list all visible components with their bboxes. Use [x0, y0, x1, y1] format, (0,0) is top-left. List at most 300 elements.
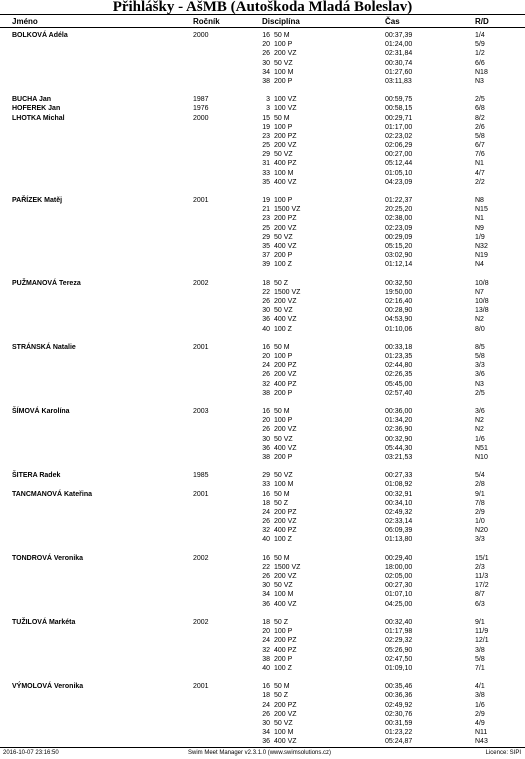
event-discipline: 100 P: [274, 197, 293, 205]
event-discipline: 1500 VZ: [274, 563, 301, 571]
heat-lane: 5/8: [475, 132, 485, 140]
spacer: [0, 462, 525, 471]
event-row: [0, 407, 525, 416]
entry-time: 02:33,14: [385, 518, 413, 526]
event-row: [0, 224, 525, 233]
heat-lane: N9: [475, 224, 484, 232]
entry-time: 00:29,71: [385, 114, 413, 122]
event-discipline: 100 M: [274, 68, 294, 76]
event-row: [0, 95, 525, 104]
event-discipline: 50 M: [274, 490, 290, 498]
spacer: [0, 398, 525, 407]
event-discipline: 200 P: [274, 389, 293, 397]
event-discipline: 400 PZ: [274, 380, 297, 388]
heat-lane: 8/5: [475, 343, 485, 351]
event-discipline: 200 PZ: [274, 508, 297, 516]
event-row: [0, 444, 525, 453]
swimmer-name: TUŽILOVÁ Markéta: [12, 619, 76, 626]
event-discipline: 200 PZ: [274, 215, 297, 223]
event-number: 26: [262, 710, 270, 718]
entries-list: [0, 31, 525, 746]
heat-lane: 8/7: [475, 591, 485, 599]
event-row: [0, 297, 525, 306]
event-row: [0, 104, 525, 113]
event-discipline: 200 P: [274, 252, 293, 260]
event-discipline: 100 P: [274, 417, 293, 425]
entry-time: 00:34,10: [385, 499, 413, 507]
page-title: Přihlášky - AšMB (Autoškoda Mladá Boleslav): [112, 0, 413, 15]
heat-lane: 7/6: [475, 151, 485, 159]
event-discipline: 200 VZ: [274, 573, 297, 581]
birth-year: 1987: [193, 96, 209, 104]
event-row: [0, 178, 525, 187]
event-row: [0, 508, 525, 517]
event-number: 16: [262, 554, 270, 562]
swimmer-name: ŠÍMOVÁ Karolína: [12, 408, 70, 416]
event-discipline: 100 Z: [274, 536, 292, 544]
heat-lane: 5/8: [475, 655, 485, 663]
event-row: [0, 123, 525, 132]
entry-time: 02:16,40: [385, 297, 413, 305]
heat-lane: 2/5: [475, 389, 485, 397]
entry-time: 18:00,00: [385, 563, 413, 571]
heat-lane: 13/8: [475, 307, 489, 315]
heat-lane: N2: [475, 426, 484, 434]
entry-time: 00:31,59: [385, 719, 413, 727]
heat-lane: 2/2: [475, 178, 485, 186]
entry-time: 01:34,20: [385, 417, 413, 425]
entry-time: 02:57,40: [385, 389, 413, 397]
event-discipline: 100 VZ: [274, 105, 297, 113]
event-number: 36: [262, 600, 270, 608]
heat-lane: 5/9: [475, 41, 485, 49]
entry-time: 01:27,60: [385, 68, 413, 76]
event-row: [0, 425, 525, 434]
event-row: [0, 655, 525, 664]
event-discipline: 50 VZ: [274, 307, 293, 315]
event-number: 16: [262, 683, 270, 691]
heat-lane: N4: [475, 261, 484, 269]
event-discipline: 100 P: [274, 41, 293, 49]
entry-time: 01:08,92: [385, 481, 413, 489]
event-row: [0, 389, 525, 398]
event-discipline: 200 PZ: [274, 701, 297, 709]
event-row: [0, 618, 525, 627]
entry-time: 02:06,29: [385, 142, 413, 150]
heat-lane: N2: [475, 316, 484, 324]
event-discipline: 100 M: [274, 729, 294, 737]
spacer: [0, 545, 525, 554]
event-number: 25: [262, 224, 270, 232]
event-row: [0, 352, 525, 361]
event-discipline: 400 PZ: [274, 160, 297, 168]
birth-year: 2003: [193, 408, 209, 416]
event-row: [0, 49, 525, 58]
event-discipline: 200 VZ: [274, 297, 297, 305]
event-number: 38: [262, 453, 270, 461]
event-row: [0, 453, 525, 462]
heat-lane: 15/1: [475, 554, 489, 562]
event-row: [0, 710, 525, 719]
heat-lane: 4/1: [475, 683, 485, 691]
event-row: [0, 691, 525, 700]
heat-lane: 6/8: [475, 105, 485, 113]
event-row: [0, 581, 525, 590]
event-row: [0, 682, 525, 691]
event-number: 16: [262, 343, 270, 351]
entry-time: 19:50,00: [385, 288, 413, 296]
event-row: [0, 499, 525, 508]
event-row: [0, 737, 525, 746]
event-row: [0, 728, 525, 737]
event-row: [0, 159, 525, 168]
heat-lane: 5/8: [475, 353, 485, 361]
event-row: [0, 315, 525, 324]
entry-time: 02:49,32: [385, 508, 413, 516]
heat-lane: 9/1: [475, 619, 485, 626]
heat-lane: N20: [475, 527, 488, 535]
heat-lane: 2/5: [475, 96, 485, 104]
event-number: 16: [262, 32, 270, 39]
event-row: [0, 141, 525, 150]
event-discipline: 50 VZ: [274, 59, 293, 67]
event-discipline: 400 VZ: [274, 600, 297, 608]
heat-lane: 1/0: [475, 518, 485, 526]
heat-lane: 5/4: [475, 472, 485, 480]
event-row: [0, 554, 525, 563]
event-discipline: 200 VZ: [274, 50, 297, 58]
entry-time: 02:38,00: [385, 215, 413, 223]
heat-lane: 1/4: [475, 32, 485, 39]
event-number: 26: [262, 50, 270, 58]
birth-year: 2000: [193, 32, 209, 39]
event-number: 3: [266, 96, 270, 104]
event-discipline: 100 Z: [274, 325, 292, 333]
event-row: [0, 196, 525, 205]
event-discipline: 50 Z: [274, 619, 289, 626]
heat-lane: N3: [475, 77, 484, 85]
event-number: 22: [262, 288, 270, 296]
entry-time: 00:32,91: [385, 490, 413, 498]
event-number: 20: [262, 628, 270, 636]
heat-lane: N1: [475, 160, 484, 168]
event-row: [0, 526, 525, 535]
entry-time: 00:36,36: [385, 692, 413, 700]
birth-year: 2001: [193, 490, 209, 498]
table-header: [0, 14, 525, 28]
entry-time: 00:33,18: [385, 343, 413, 351]
swimmer-block: [0, 279, 525, 343]
event-number: 39: [262, 261, 270, 269]
event-number: 18: [262, 499, 270, 507]
event-discipline: 200 VZ: [274, 518, 297, 526]
event-number: 33: [262, 169, 270, 177]
swimmer-block: [0, 618, 525, 682]
event-number: 26: [262, 426, 270, 434]
entry-time: 02:30,76: [385, 710, 413, 718]
heat-lane: 2/9: [475, 508, 485, 516]
event-discipline: 200 VZ: [274, 224, 297, 232]
event-row: [0, 590, 525, 599]
event-number: 19: [262, 123, 270, 131]
event-number: 18: [262, 279, 270, 287]
heat-lane: 3/3: [475, 536, 485, 544]
heat-lane: N43: [475, 738, 488, 746]
event-row: [0, 114, 525, 123]
event-number: 19: [262, 197, 270, 205]
swimmer-block: [0, 95, 525, 104]
event-number: 16: [262, 490, 270, 498]
entry-time: 00:58,15: [385, 105, 413, 113]
event-number: 30: [262, 59, 270, 67]
event-number: 34: [262, 591, 270, 599]
entry-time: 02:23,02: [385, 132, 413, 140]
event-number: 34: [262, 68, 270, 76]
entry-time: 00:27,00: [385, 151, 413, 159]
event-discipline: 50 M: [274, 683, 290, 691]
entry-time: 02:36,90: [385, 426, 413, 434]
event-discipline: 100 M: [274, 169, 294, 177]
swimmer-name: BUCHA Jan: [12, 96, 52, 104]
event-number: 26: [262, 371, 270, 379]
event-row: [0, 535, 525, 544]
birth-year: 2001: [193, 343, 209, 351]
heat-lane: 10/8: [475, 297, 489, 305]
entry-time: 03:21,53: [385, 453, 413, 461]
event-number: 29: [262, 151, 270, 159]
heat-lane: N11: [475, 729, 488, 737]
event-number: 29: [262, 472, 270, 480]
event-row: [0, 279, 525, 288]
heat-lane: 6/6: [475, 59, 485, 67]
event-row: [0, 370, 525, 379]
col-discipline-header: Disciplína: [262, 17, 300, 26]
heat-lane: N32: [475, 242, 488, 250]
heat-lane: 4/9: [475, 719, 485, 727]
event-discipline: 50 Z: [274, 499, 289, 507]
spacer: [0, 673, 525, 682]
heat-lane: 3/8: [475, 646, 485, 654]
event-number: 20: [262, 353, 270, 361]
heat-lane: 2/9: [475, 710, 485, 718]
event-number: 24: [262, 362, 270, 370]
col-time-header: Čas: [385, 17, 400, 26]
entry-time: 01:07,10: [385, 591, 413, 599]
event-row: [0, 251, 525, 260]
event-discipline: 400 VZ: [274, 316, 297, 324]
entry-time: 01:10,06: [385, 325, 413, 333]
swimmer-block: [0, 114, 525, 197]
heat-lane: 3/3: [475, 362, 485, 370]
entry-time: 05:44,30: [385, 444, 413, 452]
entry-time: 02:49,92: [385, 701, 413, 709]
birth-year: 2002: [193, 619, 209, 626]
event-row: [0, 214, 525, 223]
birth-year: 2001: [193, 683, 209, 691]
event-discipline: 50 M: [274, 554, 290, 562]
event-row: [0, 627, 525, 636]
event-row: [0, 59, 525, 68]
event-discipline: 200 P: [274, 655, 293, 663]
col-year-header: Ročník: [193, 17, 220, 26]
event-number: 26: [262, 518, 270, 526]
event-discipline: 50 Z: [274, 279, 289, 287]
event-number: 33: [262, 481, 270, 489]
event-number: 18: [262, 692, 270, 700]
swimmer-name: VÝMOLOVÁ Veronika: [12, 683, 84, 691]
event-number: 38: [262, 77, 270, 85]
event-discipline: 200 VZ: [274, 710, 297, 718]
event-discipline: 100 M: [274, 481, 294, 489]
event-row: [0, 77, 525, 86]
entry-time: 01:22,37: [385, 197, 413, 205]
event-row: [0, 480, 525, 489]
heat-lane: N18: [475, 68, 488, 76]
swimmer-name: PUŽMANOVÁ Tereza: [12, 279, 81, 287]
event-discipline: 100 P: [274, 353, 293, 361]
event-row: [0, 490, 525, 499]
event-discipline: 50 Z: [274, 692, 289, 700]
heat-lane: 6/7: [475, 142, 485, 150]
event-row: [0, 435, 525, 444]
event-number: 18: [262, 619, 270, 626]
event-row: [0, 719, 525, 728]
entry-time: 04:53,90: [385, 316, 413, 324]
entry-time: 02:23,09: [385, 224, 413, 232]
heat-lane: 1/2: [475, 50, 485, 58]
birth-year: 2002: [193, 554, 209, 562]
entry-time: 00:37,39: [385, 32, 413, 39]
heat-lane: 8/0: [475, 325, 485, 333]
swimmer-name: ŠITERA Radek: [12, 472, 61, 480]
event-row: [0, 242, 525, 251]
event-number: 40: [262, 536, 270, 544]
footer-software: Swim Meet Manager v2.3.1.0 (www.swimsolutions.cz): [188, 750, 332, 756]
event-discipline: 200 P: [274, 453, 293, 461]
swimmer-name: STRÁNSKÁ Natalie: [12, 343, 76, 351]
entry-time: 01:17,98: [385, 628, 413, 636]
page-footer: [0, 747, 525, 759]
swimmer-name: TANCMANOVÁ Kateřina: [12, 490, 92, 498]
heat-lane: 7/1: [475, 664, 485, 672]
heat-lane: 1/9: [475, 233, 485, 241]
entry-time: 02:31,84: [385, 50, 413, 58]
event-number: 24: [262, 508, 270, 516]
entry-time: 05:45,00: [385, 380, 413, 388]
event-row: [0, 572, 525, 581]
swimmer-block: [0, 196, 525, 279]
swimmer-name: PAŘÍZEK Matěj: [12, 197, 63, 205]
spacer: [0, 269, 525, 278]
heat-lane: 3/6: [475, 408, 485, 416]
event-number: 32: [262, 646, 270, 654]
event-discipline: 100 Z: [274, 664, 292, 672]
event-discipline: 50 VZ: [274, 151, 293, 159]
heat-lane: 4/7: [475, 169, 485, 177]
swimmer-name: HOFEREK Jan: [12, 105, 61, 113]
event-number: 30: [262, 719, 270, 727]
entry-time: 00:59,75: [385, 96, 413, 104]
event-discipline: 100 P: [274, 628, 293, 636]
event-row: [0, 600, 525, 609]
event-discipline: 1500 VZ: [274, 206, 301, 214]
swimmer-name: BOLKOVÁ Adéla: [12, 32, 68, 39]
heat-lane: 1/6: [475, 701, 485, 709]
event-row: [0, 664, 525, 673]
entry-time: 01:05,10: [385, 169, 413, 177]
event-discipline: 200 PZ: [274, 132, 297, 140]
event-discipline: 50 VZ: [274, 472, 293, 480]
event-number: 35: [262, 242, 270, 250]
heat-lane: N51: [475, 444, 488, 452]
entry-time: 00:32,90: [385, 435, 413, 443]
event-row: [0, 306, 525, 315]
entry-time: 00:36,00: [385, 408, 413, 416]
event-discipline: 50 VZ: [274, 719, 293, 727]
entry-time: 05:24,87: [385, 738, 413, 746]
event-number: 25: [262, 142, 270, 150]
event-row: [0, 68, 525, 77]
swimmer-block: [0, 31, 525, 95]
event-row: [0, 416, 525, 425]
heat-lane: 12/1: [475, 637, 489, 645]
event-number: 40: [262, 325, 270, 333]
event-number: 26: [262, 297, 270, 305]
event-discipline: 50 VZ: [274, 435, 293, 443]
entry-time: 05:15,20: [385, 242, 413, 250]
entry-time: 05:26,90: [385, 646, 413, 654]
event-row: [0, 169, 525, 178]
entry-time: 00:29,09: [385, 233, 413, 241]
heat-lane: 11/9: [475, 628, 489, 636]
event-number: 24: [262, 701, 270, 709]
event-number: 38: [262, 389, 270, 397]
event-number: 38: [262, 655, 270, 663]
entry-time: 02:05,00: [385, 573, 413, 581]
col-name-header: Jméno: [12, 17, 38, 26]
event-row: [0, 260, 525, 269]
event-discipline: 100 M: [274, 591, 294, 599]
event-discipline: 50 M: [274, 32, 290, 39]
event-discipline: 100 P: [274, 123, 293, 131]
event-discipline: 100 Z: [274, 261, 292, 269]
event-number: 30: [262, 435, 270, 443]
spacer: [0, 187, 525, 196]
entry-time: 00:29,40: [385, 554, 413, 562]
event-discipline: 1500 VZ: [274, 288, 301, 296]
event-number: 23: [262, 132, 270, 140]
swimmer-block: [0, 407, 525, 471]
event-discipline: 200 VZ: [274, 142, 297, 150]
heat-lane: 7/8: [475, 499, 485, 507]
event-row: [0, 150, 525, 159]
event-discipline: 200 PZ: [274, 362, 297, 370]
heat-lane: N1: [475, 215, 484, 223]
event-row: [0, 288, 525, 297]
entry-time: 20:25,20: [385, 206, 413, 214]
entry-time: 04:23,09: [385, 178, 413, 186]
event-number: 32: [262, 527, 270, 535]
event-number: 34: [262, 729, 270, 737]
birth-year: 1976: [193, 105, 209, 113]
event-number: 32: [262, 380, 270, 388]
col-rd-header: R/D: [475, 17, 489, 26]
event-row: [0, 636, 525, 645]
event-number: 21: [262, 206, 270, 214]
event-number: 36: [262, 738, 270, 746]
footer-timestamp: 2016-10-07 23:16:50: [3, 750, 59, 756]
event-row: [0, 205, 525, 214]
